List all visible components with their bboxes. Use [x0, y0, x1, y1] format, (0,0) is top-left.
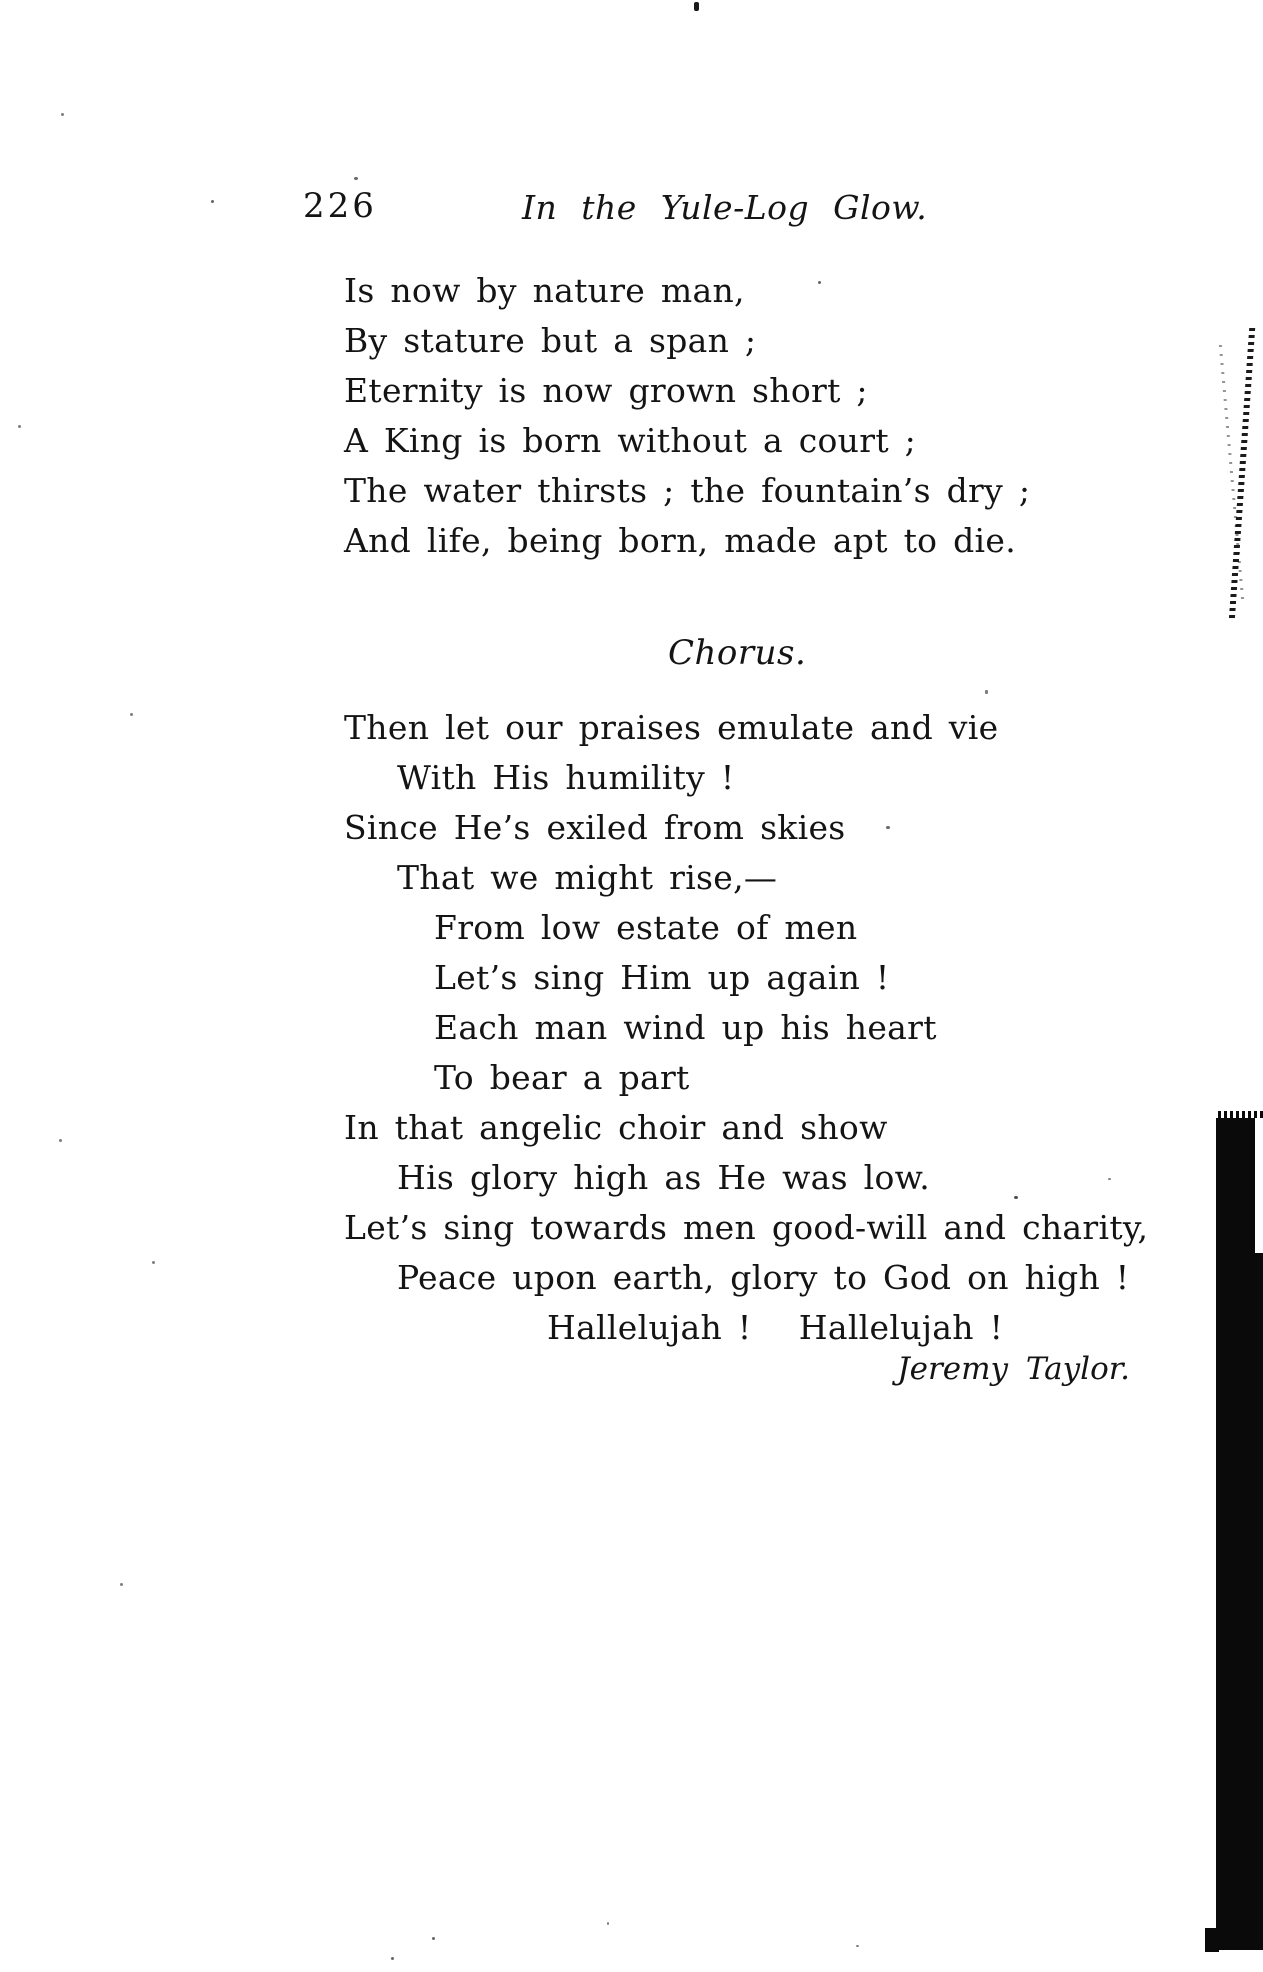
scan-speck	[607, 1922, 609, 1925]
scan-speck	[120, 1583, 123, 1586]
scan-speck	[354, 177, 358, 180]
poem-line: Then let our praises emulate and vie	[344, 708, 999, 747]
scan-speck	[1108, 1178, 1111, 1180]
scan-speck	[61, 113, 64, 116]
poem-line: Hallelujah ! Hallelujah !	[547, 1308, 1004, 1347]
scan-edge-bar-notch	[1255, 1118, 1263, 1253]
poem-line: From low estate of men	[434, 908, 858, 947]
scan-speck	[152, 1261, 155, 1264]
poem-line: His glory high as He was low.	[397, 1158, 931, 1197]
running-title: In the Yule-Log Glow.	[522, 188, 928, 227]
scan-speck	[1014, 1196, 1018, 1199]
scan-speck	[18, 425, 21, 428]
poem-line: A King is born without a court ;	[344, 421, 917, 460]
poem-line: By stature but a span ;	[344, 321, 757, 360]
author-attribution: Jeremy Taylor.	[897, 1351, 1130, 1387]
poem-line: Since He’s exiled from skies	[344, 808, 846, 847]
scan-speck	[59, 1139, 62, 1142]
poem-line: With His humility !	[397, 758, 735, 797]
scan-speck	[432, 1937, 435, 1940]
scan-speck	[130, 713, 133, 716]
poem-line: Let’s sing towards men good-will and charity,	[344, 1208, 1149, 1247]
scan-speck	[694, 2, 699, 11]
poem-line: Let’s sing Him up again !	[434, 958, 890, 997]
scan-speck	[985, 690, 988, 694]
scan-speck	[886, 826, 890, 829]
poem-line: The water thirsts ; the fountain’s dry ;	[344, 471, 1031, 510]
scan-speck	[391, 1957, 394, 1960]
poem-line: Is now by nature man,	[344, 271, 745, 310]
scan-speck	[211, 200, 214, 203]
poem-line: In that angelic choir and show	[344, 1108, 888, 1147]
poem-line: Peace upon earth, glory to God on high !	[397, 1258, 1130, 1297]
scan-speck	[856, 1945, 859, 1947]
poem-line: That we might rise,—	[397, 858, 778, 897]
poem-line: Eternity is now grown short ;	[344, 371, 868, 410]
scan-edge-bar-foot	[1205, 1928, 1219, 1952]
poem-line: And life, being born, made apt to die.	[344, 521, 1016, 560]
poem-line: To bear a part	[434, 1058, 690, 1097]
chorus-heading: Chorus.	[668, 633, 807, 673]
poem-line: Each man wind up his heart	[434, 1008, 937, 1047]
chorus-stanza	[344, 703, 1148, 1353]
scan-speck	[818, 281, 821, 284]
poem-stanza	[344, 266, 1030, 566]
page-number: 226	[303, 186, 377, 226]
